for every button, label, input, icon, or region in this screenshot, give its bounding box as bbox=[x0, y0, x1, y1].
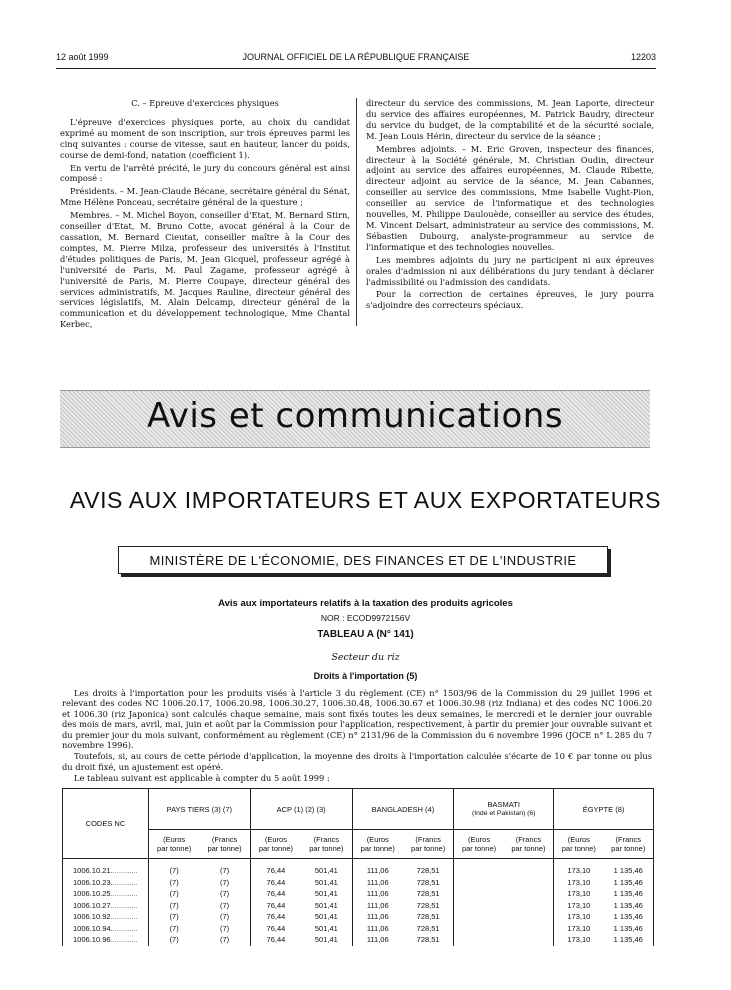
value-cell: 1 135,46 bbox=[604, 888, 654, 900]
value-cell: (7) bbox=[199, 934, 250, 946]
value-cell: 76,44 bbox=[250, 923, 301, 935]
value-cell: 728,51 bbox=[403, 900, 454, 912]
value-cell bbox=[454, 934, 504, 946]
ministry-box bbox=[118, 546, 608, 574]
unit-label: par tonne) bbox=[511, 844, 546, 853]
value-cell: 76,44 bbox=[250, 888, 301, 900]
unit-label: par tonne) bbox=[309, 844, 344, 853]
unit-euros-header bbox=[250, 830, 301, 859]
value-cell: 111,06 bbox=[352, 911, 403, 923]
unit-label: (Euros bbox=[264, 835, 287, 844]
table-row bbox=[63, 888, 654, 900]
table-body bbox=[63, 865, 654, 946]
value-cell: 501,41 bbox=[301, 911, 352, 923]
leader-dots: ............. bbox=[110, 923, 138, 933]
value-cell bbox=[504, 877, 554, 889]
code-value: 1006.10.21 bbox=[73, 866, 111, 875]
notice-paragraph: Les droits à l'importation pour les produits visés à l'article 3 du règlement (CE) n° 1503/96 de la Commission du 29 juillet 1996 et relevant des codes NC 1006.20.17, 1006.20.98, 1006.30.27, 1006.30.48, 1006.30.67 et 1006.30.98 (riz Indiana) et des codes NC 1006.20 et 1006.30 (riz Japonica) sont calculés chaque semaine, mais sont fixés toutes les deux semaines, le mercredi et le dernier jour ouvrable des mois de mars, avril, mai, juin et août par la Commission pour l'application, respectivement, à partir du premier jour ouvrable suivant et du premier jour du mois suivant, conformément au règlement (CE) n° 2131/96 de la Commission du 6 novembre 1996 (JOCE n° L 285 du 7 novembre 1996). bbox=[62, 688, 652, 751]
left-paragraph: Membres. – M. Michel Boyon, conseiller d'Etat, M. Bernard Stirn, conseiller d'Etat, M. Bruno Cotte, avocat général à la Cour de cassation, M. Bernard Cieutat, conseiller maître à la Cour des comptes, M. Pierre Milza, professeur des universités à l'Institut d'études politiques de Paris, M. Jean Gicquel, professeur agrégé à l'université de Paris, M. Paul Zagame, professeur agrégé à l'université de Paris, M. Pierre Coupaye, directeur général des services administratifs, M. Jacques Rauline, directeur général des services législatifs, M. Alain Delcamp, directeur général de la communication et du développement technologique, Mme Chantal Kerbec, bbox=[60, 210, 350, 330]
code-cell bbox=[63, 900, 149, 912]
unit-francs-header bbox=[301, 830, 352, 859]
value-cell: 501,41 bbox=[301, 900, 352, 912]
value-cell: 76,44 bbox=[250, 934, 301, 946]
unit-francs-header bbox=[504, 830, 554, 859]
unit-euros-header bbox=[554, 830, 604, 859]
value-cell bbox=[504, 900, 554, 912]
code-cell bbox=[63, 934, 149, 946]
value-cell: (7) bbox=[148, 877, 199, 889]
code-value: 1006.10.94 bbox=[73, 923, 111, 933]
unit-header-row bbox=[63, 830, 654, 859]
code-value: 1006.10.27 bbox=[73, 900, 111, 910]
group-header: PAYS TIERS (3) (7) bbox=[148, 789, 250, 830]
unit-euros-header bbox=[148, 830, 199, 859]
code-cell bbox=[63, 923, 149, 935]
section-banner bbox=[60, 390, 650, 448]
value-cell: 173,10 bbox=[554, 888, 604, 900]
right-paragraph: directeur du service des commissions, M. Jean Laporte, directeur du service des affaires européennes, M. Patrick Baudry, directeur du service du budget, de la comptabilité et de la sécurité sociale, M. Jean Louis Hérin, directeur du service de la séance ; bbox=[366, 98, 654, 141]
leader-dots: ............. bbox=[110, 935, 138, 944]
notice-paragraph: Toutefois, si, au cours de cette période d'application, la moyenne des droits à l'importation calculée s'écarte de 10 € par tonne ou plus du droit fixé, un ajustement est opéré. bbox=[62, 751, 652, 772]
value-cell: (7) bbox=[148, 900, 199, 912]
group-header: BANGLADESH (4) bbox=[352, 789, 454, 830]
table-row bbox=[63, 923, 654, 935]
unit-francs-header bbox=[199, 830, 250, 859]
value-cell: 76,44 bbox=[250, 911, 301, 923]
code-cell bbox=[63, 888, 149, 900]
value-cell: 501,41 bbox=[301, 888, 352, 900]
value-cell: 111,06 bbox=[352, 877, 403, 889]
unit-label: par tonne) bbox=[461, 844, 497, 853]
value-cell: 111,06 bbox=[352, 900, 403, 912]
value-cell: 1 135,46 bbox=[604, 934, 654, 946]
column-divider bbox=[356, 98, 357, 326]
value-cell: 173,10 bbox=[554, 877, 604, 889]
value-cell: 728,51 bbox=[403, 934, 454, 946]
code-value: 1006.10.25 bbox=[73, 889, 111, 898]
unit-label: par tonne) bbox=[611, 844, 646, 853]
right-paragraph: Pour la correction de certaines épreuves, le jury pourra s'adjoindre des correcteurs spéciaux. bbox=[366, 289, 654, 311]
value-cell bbox=[454, 911, 504, 923]
table-row bbox=[63, 865, 654, 877]
value-cell: 173,10 bbox=[554, 911, 604, 923]
unit-label: (Francs bbox=[211, 835, 238, 844]
right-paragraph: Membres adjoints. – M. Eric Groven, inspecteur des finances, directeur à la Société générale, M. Christian Oudin, directeur adjoint au service des affaires européennes, M. Claude Ribette, directeur adjoint au service de la séance, M. Jean Cabannes, conseiller au service des commissions, Mme Isabelle Vught-Pion, conseiller au service de l'informatique et des technologies nouvelles, M. Philippe Daulouède, conseiller au service des études, M. Vincent Delsart, administrateur au service des commissions, M. Sébastien Dubourg, analyste-programmeur au service de l'informatique et des technologies nouvelles. bbox=[366, 143, 654, 252]
value-cell: (7) bbox=[148, 911, 199, 923]
code-cell bbox=[63, 865, 149, 877]
code-value: 1006.10.92 bbox=[73, 912, 111, 921]
value-cell: 728,51 bbox=[403, 888, 454, 900]
leader-dots: ............. bbox=[110, 866, 138, 875]
value-cell: 728,51 bbox=[403, 877, 454, 889]
unit-label: par tonne) bbox=[258, 844, 294, 853]
unit-label: (Euros bbox=[163, 835, 186, 844]
group-header: ACP (1) (2) (3) bbox=[250, 789, 352, 830]
table-row bbox=[63, 900, 654, 912]
banner-title: Avis et communications bbox=[146, 396, 564, 436]
notice-heading: AVIS AUX IMPORTATEURS ET AUX EXPORTATEURS bbox=[69, 487, 662, 513]
code-value: 1006.10.23 bbox=[73, 877, 111, 887]
nor-reference: NOR : ECOD9972156V bbox=[320, 613, 411, 623]
value-cell: 501,41 bbox=[301, 865, 352, 877]
code-value: 1006.10.96 bbox=[73, 935, 111, 944]
value-cell: 501,41 bbox=[301, 923, 352, 935]
header-rule bbox=[56, 68, 656, 69]
value-cell: 1 135,46 bbox=[604, 900, 654, 912]
group-header-basmati bbox=[454, 789, 554, 830]
left-paragraph: Présidents. – M. Jean-Claude Bécane, secrétaire général du Sénat, Mme Hélène Ponceau, secrétaire général de la questure ; bbox=[60, 186, 350, 208]
value-cell bbox=[454, 923, 504, 935]
unit-label: par tonne) bbox=[157, 844, 192, 853]
code-cell bbox=[63, 911, 149, 923]
rice-duties-table bbox=[62, 788, 654, 946]
value-cell: 111,06 bbox=[352, 934, 403, 946]
value-cell bbox=[504, 911, 554, 923]
section-title: C. – Epreuve d'exercices physiques bbox=[131, 98, 279, 108]
value-cell bbox=[504, 923, 554, 935]
value-cell: (7) bbox=[199, 865, 250, 877]
value-cell: (7) bbox=[199, 923, 250, 935]
unit-euros-header bbox=[352, 830, 403, 859]
value-cell: (7) bbox=[148, 934, 199, 946]
value-cell: (7) bbox=[199, 877, 250, 889]
value-cell bbox=[454, 900, 504, 912]
notice-paragraph: Le tableau suivant est applicable à compter du 5 août 1999 : bbox=[74, 773, 330, 784]
leader-dots: ............. bbox=[110, 889, 138, 898]
leader-dots: ............. bbox=[110, 900, 138, 910]
right-column bbox=[366, 98, 654, 313]
page-header bbox=[56, 52, 656, 66]
value-cell: (7) bbox=[199, 900, 250, 912]
value-cell bbox=[454, 888, 504, 900]
value-cell bbox=[504, 934, 554, 946]
ministry-title: MINISTÈRE DE L'ÉCONOMIE, DES FINANCES ET DE L'INDUSTRIE bbox=[149, 553, 577, 568]
codes-header: CODES NC bbox=[63, 789, 149, 859]
basmati-label: BASMATI bbox=[487, 800, 520, 809]
value-cell: 76,44 bbox=[250, 865, 301, 877]
unit-label: (Francs bbox=[313, 835, 340, 844]
journal-title: JOURNAL OFFICIEL DE LA RÉPUBLIQUE FRANÇAISE bbox=[242, 52, 470, 62]
table-row bbox=[63, 877, 654, 889]
value-cell: 111,06 bbox=[352, 888, 403, 900]
value-cell: (7) bbox=[148, 923, 199, 935]
table-title: TABLEAU A (N° 141) bbox=[317, 629, 414, 640]
unit-francs-header bbox=[403, 830, 454, 859]
unit-label: par tonne) bbox=[561, 844, 596, 853]
unit-francs-header bbox=[604, 830, 654, 859]
value-cell: 501,41 bbox=[301, 934, 352, 946]
value-cell: 1 135,46 bbox=[604, 877, 654, 889]
page-number: 12203 bbox=[630, 52, 656, 62]
table-row bbox=[63, 911, 654, 923]
code-cell bbox=[63, 877, 149, 889]
value-cell: 1 135,46 bbox=[604, 923, 654, 935]
leader-dots: ............. bbox=[110, 912, 138, 921]
header-date: 12 août 1999 bbox=[56, 52, 109, 62]
left-paragraph: En vertu de l'arrêté précité, le jury du concours général est ainsi composé : bbox=[60, 162, 350, 184]
duties-subtitle: Droits à l'importation (5) bbox=[313, 671, 418, 681]
unit-label: (Francs bbox=[615, 835, 641, 844]
value-cell: (7) bbox=[199, 911, 250, 923]
value-cell: 173,10 bbox=[554, 923, 604, 935]
value-cell: 173,10 bbox=[554, 934, 604, 946]
value-cell: 501,41 bbox=[301, 877, 352, 889]
value-cell: 728,51 bbox=[403, 911, 454, 923]
value-cell bbox=[454, 877, 504, 889]
value-cell: 173,10 bbox=[554, 900, 604, 912]
value-cell: 111,06 bbox=[352, 923, 403, 935]
value-cell: 1 135,46 bbox=[604, 865, 654, 877]
value-cell: 728,51 bbox=[403, 923, 454, 935]
unit-label: (Francs bbox=[415, 835, 441, 844]
value-cell bbox=[454, 865, 504, 877]
value-cell: 76,44 bbox=[250, 900, 301, 912]
unit-label: (Francs bbox=[515, 835, 542, 844]
sector-label: Secteur du riz bbox=[331, 652, 400, 663]
notice-title: Avis aux importateurs relatifs à la taxation des produits agricoles bbox=[218, 598, 513, 609]
table-row bbox=[63, 934, 654, 946]
unit-label: (Euros bbox=[567, 835, 590, 844]
right-paragraph: Les membres adjoints du jury ne participent ni aux épreuves orales d'admission ni aux délibérations du jury tendant à déclarer l'admissibilité ou l'admission des candidats. bbox=[366, 254, 654, 287]
unit-label: par tonne) bbox=[360, 844, 395, 853]
notice-text bbox=[62, 688, 652, 785]
value-cell: (7) bbox=[148, 865, 199, 877]
value-cell: (7) bbox=[148, 888, 199, 900]
left-column bbox=[60, 98, 350, 332]
basmati-sublabel: (Inde et Pakistan) (6) bbox=[472, 810, 536, 817]
unit-label: (Euros bbox=[467, 835, 491, 844]
value-cell: 173,10 bbox=[554, 865, 604, 877]
unit-euros-header bbox=[454, 830, 504, 859]
value-cell bbox=[504, 865, 554, 877]
unit-label: (Euros bbox=[366, 835, 389, 844]
left-paragraph: L'épreuve d'exercices physiques porte, au choix du candidat exprimé au moment de son inscription, sur trois épreuves parmi les cinq suivantes : course de vitesse, saut en hauteur, lancer du poids, course de demi-fond, natation (coefficient 1). bbox=[60, 116, 350, 160]
value-cell bbox=[504, 888, 554, 900]
value-cell: 111,06 bbox=[352, 865, 403, 877]
value-cell: 76,44 bbox=[250, 877, 301, 889]
leader-dots: ............. bbox=[110, 877, 138, 887]
value-cell: (7) bbox=[199, 888, 250, 900]
value-cell: 728,51 bbox=[403, 865, 454, 877]
value-cell: 1 135,46 bbox=[604, 911, 654, 923]
unit-label: par tonne) bbox=[207, 844, 242, 853]
group-header: ÉGYPTE (8) bbox=[554, 789, 654, 830]
unit-label: par tonne) bbox=[411, 844, 446, 853]
